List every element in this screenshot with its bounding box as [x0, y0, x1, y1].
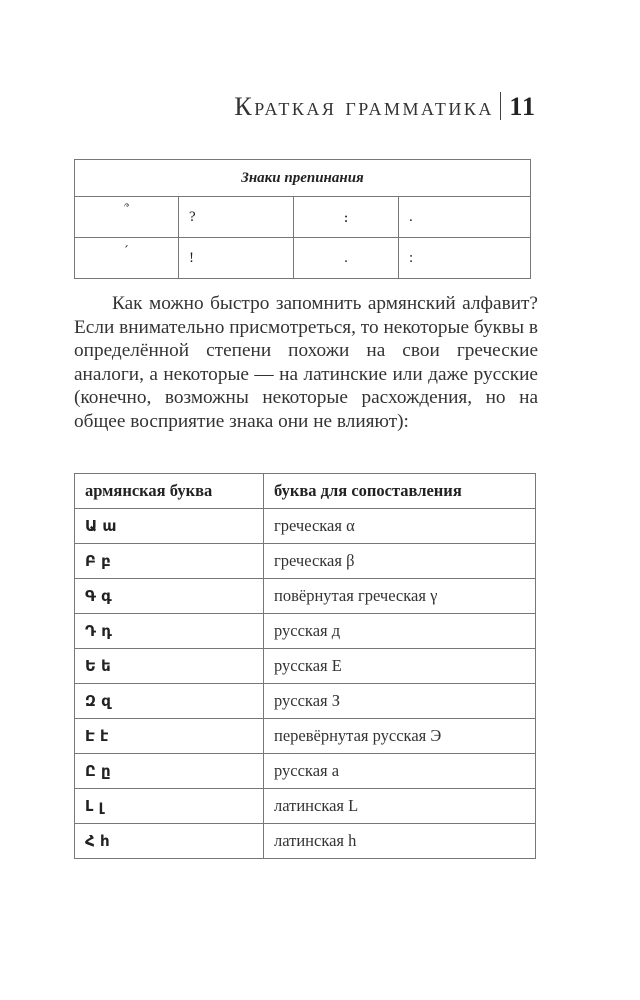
comparison-letter: русская а: [264, 754, 536, 789]
table-row: [75, 614, 536, 649]
letter-comparison-table: [74, 473, 536, 859]
paragraph-text: Как можно быстро запомнить армянский алфавит? Если внимательно присмотреться, то некоторые буквы в определённой степени похожи на свои греческие аналоги, а некоторые — на латинские или даже русские (конечно, возможны некоторые расхождения, но на общее восприятие знака они не влияют):: [74, 293, 538, 432]
table-header-row: [75, 474, 536, 509]
table-row: [75, 649, 536, 684]
table-row: [75, 719, 536, 754]
comparison-letter: греческая β: [264, 544, 536, 579]
armenian-letter: Ը ը: [75, 754, 264, 789]
armenian-letter: Զ զ: [75, 684, 264, 719]
header-divider: [500, 92, 502, 120]
table-row: [75, 824, 536, 859]
table-row: [75, 509, 536, 544]
comparison-letter: русская Е: [264, 649, 536, 684]
armenian-exclamation-mark: ՛: [75, 238, 179, 279]
table-header-row: [75, 160, 531, 197]
comparison-letter: перевёрнутая русская Э: [264, 719, 536, 754]
comparison-letter: повёрнутая греческая γ: [264, 579, 536, 614]
chapter-title: Краткая грамматика: [234, 92, 494, 121]
body-paragraph: [74, 292, 538, 433]
armenian-full-stop: ։: [294, 197, 399, 238]
comparison-letter: латинская L: [264, 789, 536, 824]
russian-question-mark: ?: [179, 197, 294, 238]
armenian-question-mark: ՞: [75, 197, 179, 238]
punctuation-table-title: Знаки препинания: [75, 160, 531, 197]
armenian-letter: Է է: [75, 719, 264, 754]
column-header-compare: буква для сопоставления: [264, 474, 536, 509]
table-row: [75, 789, 536, 824]
table-row: [75, 684, 536, 719]
russian-exclamation-mark: !: [179, 238, 294, 279]
table-row: [75, 238, 531, 279]
russian-colon: :: [399, 238, 531, 279]
punctuation-table: [74, 159, 531, 279]
table-row: [75, 754, 536, 789]
column-header-armenian: армянская буква: [75, 474, 264, 509]
table-row: [75, 579, 536, 614]
russian-period: .: [399, 197, 531, 238]
table-row: [75, 197, 531, 238]
armenian-letter: Դ դ: [75, 614, 264, 649]
comparison-letter: русская д: [264, 614, 536, 649]
comparison-letter: русская З: [264, 684, 536, 719]
armenian-letter: Ա ա: [75, 509, 264, 544]
page-number: 11: [509, 92, 536, 121]
armenian-letter: Բ բ: [75, 544, 264, 579]
armenian-letter: Ե ե: [75, 649, 264, 684]
table-row: [75, 544, 536, 579]
armenian-letter: Հ հ: [75, 824, 264, 859]
armenian-letter: Լ լ: [75, 789, 264, 824]
armenian-letter: Գ գ: [75, 579, 264, 614]
comparison-letter: греческая α: [264, 509, 536, 544]
armenian-comma-dot: .: [294, 238, 399, 279]
running-header: [234, 92, 536, 122]
comparison-letter: латинская h: [264, 824, 536, 859]
